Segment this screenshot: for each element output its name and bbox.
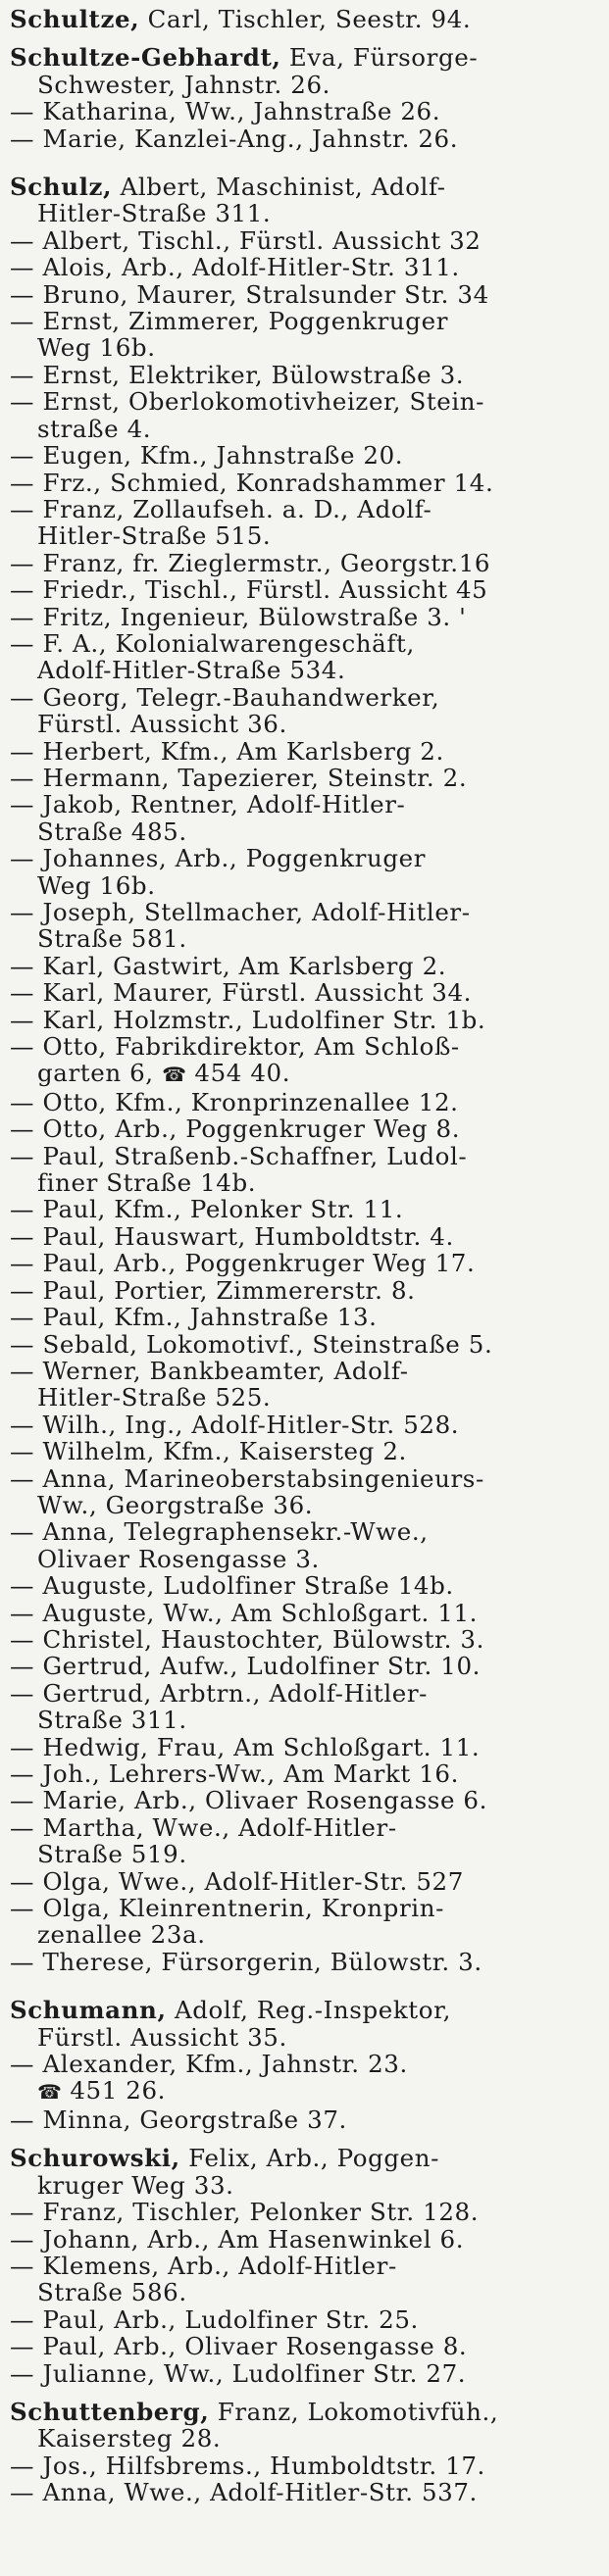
directory-column [10,6,595,2506]
entry-text: — Auguste, Ludolfiner Straße 14b. [10,1571,454,1601]
directory-entry [10,442,595,469]
entry-text: — Otto, Kfm., Kronprinzenallee 12. [10,1087,459,1116]
directory-entry [10,1760,595,1787]
telephone-icon: ☎ [162,1063,186,1087]
entry-text: — Minna, Georgstraße 37. [10,2105,347,2134]
directory-entry-surname [10,44,595,98]
directory-entry [10,953,595,979]
directory-entry [10,1653,595,1679]
directory-entry [10,765,595,791]
entry-text: — Gertrud, Aufw., Ludolfiner Str. 10. [10,1652,482,1681]
directory-entry [10,281,595,308]
directory-entry [10,2452,595,2479]
entry-text: — Werner, Bankbeamter, Adolf- Hitler-Straße 525. [10,1356,409,1412]
telephone-icon: ☎ [37,2080,62,2105]
directory-entry [10,496,595,550]
entry-text: — Paul, Straßenb.-Schaffner, Ludol- finer Straße 14b. [10,1141,468,1198]
entry-text: — Wilhelm, Kfm., Kaisersteg 2. [10,1437,407,1466]
entry-text: — Paul, Arb., Ludolfiner Str. 25. [10,2304,419,2334]
entry-text: — Bruno, Maurer, Stralsunder Str. 34 [10,279,489,309]
entry-text: — Paul, Portier, Zimmererstr. 8. [10,1275,416,1305]
directory-entry [10,2051,595,2106]
phone-number-value: 451 26. [70,2076,167,2105]
entry-text: — Marie, Arb., Olivaer Rosengasse 6. [10,1786,488,1815]
directory-entry [10,1223,595,1250]
surname-heading: Schuttenberg, [10,2397,210,2426]
entry-text: — Julianne, Ww., Ludolfiner Str. 27. [10,2358,467,2388]
directory-entry [10,2306,595,2333]
entry-text: — Olga, Wwe., Adolf-Hitler-Str. 527 [10,1866,464,1896]
directory-entry [10,979,595,1006]
entry-text: — Martha, Wwe., Adolf-Hitler- Straße 519. [10,1812,397,1869]
entry-text: — Hermann, Tapezierer, Steinstr. 2. [10,763,468,792]
directory-entry [10,1143,595,1197]
entry-text: — Paul, Kfm., Pelonker Str. 11. [10,1195,404,1224]
entry-text: — Johannes, Arb., Poggenkruger Weg 16b. [10,844,427,900]
entry-text: — Ernst, Zimmerer, Poggenkruger Weg 16b. [10,307,449,363]
entry-text: — Karl, Gastwirt, Am Karlsberg 2. [10,951,447,980]
directory-entry [10,1626,595,1653]
surname-heading: Schumann, [10,1996,167,2025]
entry-text: — Marie, Kanzlei-Ang., Jahnstr. 26. [10,124,459,153]
directory-entry [10,1331,595,1358]
entry-text: — Karl, Holzmstr., Ludolfiner Str. 1b. [10,1005,486,1034]
entry-text: — Wilh., Ing., Adolf-Hitler-Str. 528. [10,1410,460,1439]
entry-text: — Sebald, Lokomotivf., Steinstraße 5. [10,1329,493,1359]
entry-text: — Frz., Schmied, Konradshammer 14. [10,468,494,497]
directory-entry-surname [10,2399,595,2452]
entry-text: — Ernst, Elektriker, Bülowstraße 3. [10,360,465,389]
directory-entry [10,1412,595,1438]
directory-entry [10,684,595,738]
directory-entry [10,125,595,152]
entry-text: — Klemens, Arb., Adolf-Hitler- Straße 586. [10,2251,397,2307]
entry-text: — Eugen, Kfm., Jahnstraße 20. [10,441,404,471]
directory-entry [10,1007,595,1033]
directory-entry [10,1680,595,1734]
directory-entry-surname [10,1997,595,2051]
entry-text: Eva, Fürsorge- Schwester, Jahnstr. 26. [37,43,479,99]
directory-entry [10,1438,595,1464]
entry-text: — F. A., Kolonialwarengeschäft, Adolf-Hitler-Straße 534. [10,628,415,685]
entry-text: — Otto, Fabrikdirektor, Am Schloß- garten 6, [10,1032,460,1088]
entry-text: — Hedwig, Frau, Am Schloßgart. 11. [10,1732,481,1761]
directory-entry [10,1033,595,1089]
entry-text: — Alois, Arb., Adolf-Hitler-Str. 311. [10,253,460,282]
entry-text: — Albert, Tischl., Fürstl. Aussicht 32 [10,225,482,255]
directory-entry [10,845,595,899]
entry-text: — Karl, Maurer, Fürstl. Aussicht 34. [10,978,473,1008]
entry-text: — Jakob, Rentner, Adolf-Hitler- Straße 485. [10,790,406,846]
entry-text: Franz, Lokomotivfüh., Kaisersteg 28. [37,2397,499,2453]
entry-text: — Ernst, Oberlokomotivheizer, Stein- straße 4. [10,387,485,443]
entry-text: Albert, Maschinist, Adolf- Hitler-Straße 311. [37,173,446,228]
directory-entry [10,1600,595,1626]
entry-text: — Joh., Lehrers-Ww., Am Markt 16. [10,1759,459,1788]
entry-text: — Franz, Zollaufseh. a. D., Adolf- Hitler-Straße 515. [10,494,432,551]
entry-text: — Paul, Hauswart, Humboldtstr. 4. [10,1221,454,1251]
directory-entry [10,738,595,765]
directory-entry [10,791,595,845]
directory-entry [10,1787,595,1813]
entry-text: — Fritz, Ingenieur, Bülowstraße 3. ' [10,602,467,631]
directory-entry [10,254,595,280]
directory-entry [10,470,595,496]
entry-text: — Friedr., Tischl., Fürstl. Aussicht 45 [10,575,488,605]
phone-number [162,1059,290,1087]
entry-text: — Anna, Telegraphensekr.-Wwe., Olivaer Rosengasse 3. [10,1517,429,1573]
directory-entry [10,1115,595,1142]
entry-text: — Paul, Arb., Poggenkruger Weg 17. [10,1249,476,1278]
directory-entry [10,1089,595,1115]
directory-entry [10,550,595,576]
directory-entry [10,362,595,388]
directory-entry [10,1572,595,1599]
phone-number [37,2076,166,2105]
surname-heading: Schultze, [10,5,140,33]
entry-text: — Christel, Haustochter, Bülowstr. 3. [10,1624,484,1654]
directory-entry [10,1465,595,1519]
phone-number-value: 454 40. [194,1059,291,1088]
directory-entry [10,2226,595,2253]
entry-text: — Alexander, Kfm., Jahnstr. 23. [10,2050,408,2079]
directory-entry [10,1304,595,1330]
entry-text: Carl, Tischler, Seestr. 94. [139,5,472,33]
entry-text: — Herbert, Kfm., Am Karlsberg 2. [10,736,444,766]
directory-entry [10,308,595,362]
directory-entry [10,2253,595,2306]
directory-entry [10,899,595,953]
entry-text: — Jos., Hilfsbrems., Humboldtstr. 17. [10,2451,485,2480]
directory-entry [10,1196,595,1222]
directory-entry [10,1518,595,1572]
directory-entry [10,630,595,684]
directory-entry [10,1949,595,1975]
entry-text: Felix, Arb., Poggen- kruger Weg 33. [37,2144,440,2200]
surname-heading: Schultze-Gebhardt, [10,43,281,73]
entry-text: Adolf, Reg.-Inspektor, Fürstl. Aussicht 35. [37,1996,452,2052]
directory-entry [10,1814,595,1868]
entry-text: — Auguste, Ww., Am Schloßgart. 11. [10,1598,479,1627]
entry-text: — Georg, Telegr.-Bauhandwerker, Fürstl. Aussicht 36. [10,682,440,739]
directory-entry [10,2199,595,2225]
directory-entry [10,1868,595,1895]
directory-entry [10,1277,595,1304]
directory-entry [10,2333,595,2359]
directory-entry-surname [10,6,595,32]
directory-entry [10,604,595,630]
directory-entry [10,227,595,254]
entry-text: — Katharina, Ww., Jahnstraße 26. [10,97,441,126]
entry-text: — Johann, Arb., Am Hasenwinkel 6. [10,2224,465,2254]
entry-text: — Therese, Fürsorgerin, Bülowstr. 3. [10,1947,482,1976]
directory-entry [10,1895,595,1949]
entry-text: — Anna, Wwe., Adolf-Hitler-Str. 537. [10,2478,478,2507]
entry-text: — Paul, Arb., Olivaer Rosengasse 8. [10,2332,468,2361]
entry-text: — Otto, Arb., Poggenkruger Weg 8. [10,1115,461,1144]
directory-entry [10,2360,595,2387]
surname-heading: Schulz, [10,173,113,202]
entry-text: — Franz, fr. Zieglermstr., Georgstr.16 [10,548,491,577]
directory-entry [10,98,595,124]
directory-entry [10,1734,595,1760]
entry-text: — Paul, Kfm., Jahnstraße 13. [10,1303,378,1332]
entry-text: — Olga, Kleinrentnerin, Kronprin- zenallee 23a. [10,1894,444,1950]
directory-entry-surname [10,2145,595,2199]
entry-text: — Anna, Marineoberstabsingenieurs- Ww., Georgstraße 36. [10,1463,484,1519]
entry-text: — Joseph, Stellmacher, Adolf-Hitler- Straße 581. [10,898,471,954]
directory-entry [10,388,595,442]
directory-entry-surname [10,173,595,227]
entry-text: — Gertrud, Arbtrn., Adolf-Hitler- Straße 311. [10,1678,429,1735]
directory-entry [10,576,595,603]
directory-entry [10,1250,595,1276]
surname-heading: Schurowski, [10,2144,180,2173]
directory-entry [10,2106,595,2133]
entry-text: — Franz, Tischler, Pelonker Str. 128. [10,2198,480,2227]
directory-entry [10,2479,595,2505]
directory-entry [10,1358,595,1412]
